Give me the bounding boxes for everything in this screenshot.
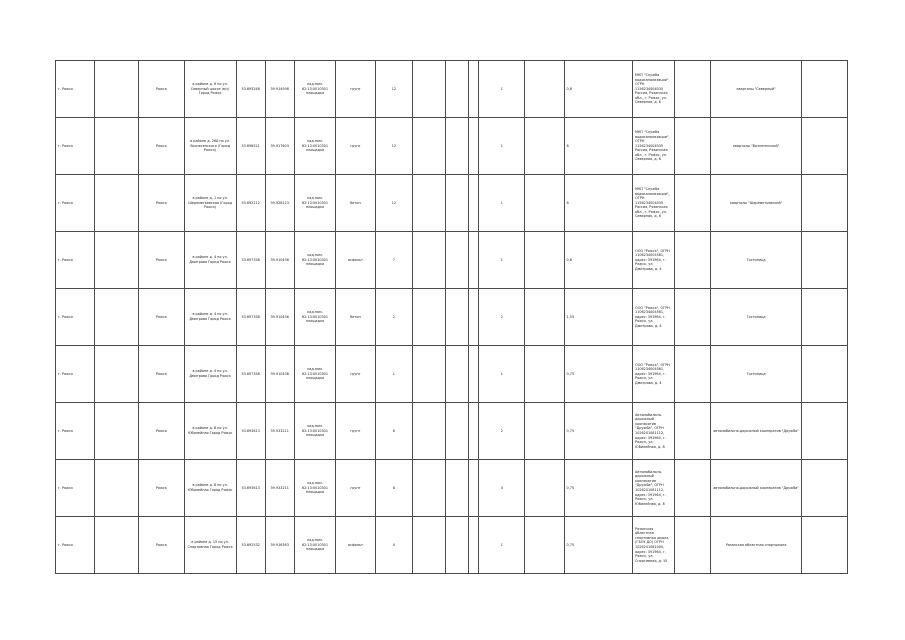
empty-cell	[802, 460, 848, 517]
waste-sources-cell: автомобильно-дорожный кооператив "Дружба"	[710, 403, 801, 460]
district-cell: Ряжск	[139, 61, 185, 118]
settlement-cell: г. Ряжск	[56, 460, 95, 517]
container-volume-cell: 1,55	[564, 289, 633, 346]
surface-cell: грунт	[336, 346, 375, 403]
owner-cell: МКП "Служба водоканализации", ОГРН 1156234004035 Россия, Рязанская обл., г. Ряжск, ул. Северная, д. 6	[633, 61, 675, 118]
empty-cell	[525, 118, 564, 175]
area-cell: 4	[375, 517, 412, 574]
surface-cell: грунт	[336, 460, 375, 517]
latitude-cell: 53.696521	[236, 118, 265, 175]
containers-count-cell: 1	[479, 175, 525, 232]
waste-sources-cell: кварталы "Вознесенский"	[710, 118, 801, 175]
empty-cell	[802, 61, 848, 118]
location-cell: в районе д. 1 по ул. Шереметьевская (Город Ряжск)	[184, 175, 236, 232]
settlement-cell: г. Ряжск	[56, 61, 95, 118]
empty-cell	[469, 61, 479, 118]
area-cell: 12	[375, 175, 412, 232]
containers-count-cell: 1	[479, 118, 525, 175]
latitude-cell: 53.693613	[236, 460, 265, 517]
waste-sources-cell: автомобильно-дорожный кооператив "Дружба"	[710, 460, 801, 517]
empty-cell	[674, 517, 710, 574]
settlement-cell: г. Ряжск	[56, 118, 95, 175]
area-cell: 12	[375, 118, 412, 175]
containers-count-cell: 1	[479, 517, 525, 574]
longitude-cell: 39.933211	[265, 403, 294, 460]
empty-cell	[802, 232, 848, 289]
surface-cell: бетон	[336, 289, 375, 346]
empty-cell	[674, 460, 710, 517]
district-cell: Ряжск	[139, 517, 185, 574]
owner-cell: Автомобильно-дорожный кооператив "Дружба", ОГРН 1026201081112, адрес: 391964, г. Ряжск, ул. Юбилейная, д. 8	[633, 460, 675, 517]
surface-cell: асфальт	[336, 517, 375, 574]
cadastral-cell: кад.ном. 62:13:0010301 площадка	[294, 460, 336, 517]
latitude-cell: 53.692532	[236, 517, 265, 574]
waste-site-registry-table	[55, 60, 848, 574]
empty-cell	[525, 61, 564, 118]
empty-cell	[802, 118, 848, 175]
empty-cell	[674, 175, 710, 232]
area-cell: 2	[375, 289, 412, 346]
surface-cell: грунт	[336, 118, 375, 175]
empty-cell	[802, 403, 848, 460]
empty-cell	[469, 232, 479, 289]
empty-cell	[413, 346, 446, 403]
empty-cell	[413, 175, 446, 232]
district-cell: Ряжск	[139, 289, 185, 346]
location-cell: в районе д. 8 по ул. Юбилейная Город Ряжск	[184, 403, 236, 460]
area-cell: 8	[375, 460, 412, 517]
empty-cell	[802, 175, 848, 232]
empty-cell	[802, 517, 848, 574]
empty-cell	[674, 61, 710, 118]
area-cell: 6	[375, 403, 412, 460]
table-row	[56, 460, 848, 517]
waste-sources-cell: Гостиница	[710, 346, 801, 403]
empty-cell	[674, 232, 710, 289]
district-cell: Ряжск	[139, 232, 185, 289]
empty-cell	[95, 346, 139, 403]
settlement-cell: г. Ряжск	[56, 517, 95, 574]
longitude-cell: 39.914598	[265, 61, 294, 118]
empty-cell	[674, 289, 710, 346]
empty-cell	[95, 289, 139, 346]
empty-cell	[446, 232, 469, 289]
empty-cell	[525, 517, 564, 574]
location-cell: в районе д. 6 по ул. Северный шоссе (в/ч) Город Ряжск	[184, 61, 236, 118]
empty-cell	[469, 346, 479, 403]
location-cell: в районе д. 26А по ул. Вознесенского (Город Ряжск)	[184, 118, 236, 175]
empty-cell	[446, 460, 469, 517]
empty-cell	[95, 517, 139, 574]
cadastral-cell: кад.ном. 62:13:0010301 площадка	[294, 289, 336, 346]
surface-cell: асфальт	[336, 232, 375, 289]
empty-cell	[525, 232, 564, 289]
settlement-cell: г. Ряжск	[56, 175, 95, 232]
longitude-cell: 39.916363	[265, 517, 294, 574]
container-volume-cell: 8	[564, 118, 633, 175]
owner-cell: ООО "Ряжск", ОГРН 1106234004561, адрес: 391964, г. Ряжск, ул. Дмитрова, д. 4	[633, 232, 675, 289]
empty-cell	[446, 346, 469, 403]
empty-cell	[95, 232, 139, 289]
owner-cell: МКП "Служба водоканализации", ОГРН 1156234004035 Россия, Рязанская обл., г. Ряжск, ул. Северная, д. 6	[633, 175, 675, 232]
settlement-cell: г. Ряжск	[56, 346, 95, 403]
registry-body	[56, 61, 848, 574]
latitude-cell: 53.693613	[236, 403, 265, 460]
container-volume-cell: 0,8	[564, 232, 633, 289]
longitude-cell: 39.910436	[265, 289, 294, 346]
table-row	[56, 118, 848, 175]
empty-cell	[469, 517, 479, 574]
longitude-cell: 39.910436	[265, 232, 294, 289]
empty-cell	[525, 289, 564, 346]
owner-cell: Автомобильно-дорожный кооператив "Дружба", ОГРН 1026201081112, адрес: 391964, г. Ряжск, ул. Юбилейная, д. 8	[633, 403, 675, 460]
cadastral-cell: кад.ном. 62:13:0010301 площадка	[294, 61, 336, 118]
waste-sources-cell: Гостиница	[710, 289, 801, 346]
empty-cell	[802, 346, 848, 403]
containers-count-cell: 2	[479, 403, 525, 460]
empty-cell	[95, 403, 139, 460]
empty-cell	[802, 289, 848, 346]
table-row	[56, 403, 848, 460]
empty-cell	[525, 175, 564, 232]
empty-cell	[446, 118, 469, 175]
containers-count-cell: 1	[479, 346, 525, 403]
district-cell: Ряжск	[139, 175, 185, 232]
waste-sources-cell: кварталы "Северный"	[710, 61, 801, 118]
empty-cell	[525, 460, 564, 517]
container-volume-cell: 0,75	[564, 346, 633, 403]
latitude-cell: 53.693248	[236, 61, 265, 118]
latitude-cell: 53.697358	[236, 232, 265, 289]
longitude-cell: 39.917603	[265, 118, 294, 175]
empty-cell	[469, 289, 479, 346]
empty-cell	[446, 517, 469, 574]
empty-cell	[469, 403, 479, 460]
empty-cell	[95, 61, 139, 118]
location-cell: в районе д. 8 по ул. Юбилейная Город Ряжск	[184, 460, 236, 517]
cadastral-cell: кад.ном. 62:13:0010301 площадка	[294, 118, 336, 175]
longitude-cell: 39.933211	[265, 460, 294, 517]
empty-cell	[446, 403, 469, 460]
empty-cell	[469, 460, 479, 517]
longitude-cell: 39.928123	[265, 175, 294, 232]
empty-cell	[674, 403, 710, 460]
empty-cell	[413, 460, 446, 517]
settlement-cell: г. Ряжск	[56, 232, 95, 289]
cadastral-cell: кад.ном. 62:13:0010301 площадка	[294, 232, 336, 289]
cadastral-cell: кад.ном. 62:13:0010301 площадка	[294, 517, 336, 574]
cadastral-cell: кад.ном. 62:13:0010301 площадка	[294, 175, 336, 232]
owner-cell: Рязанская областная спортивная школа (ГБОУ ДО) ОГРН 1026201081000, адрес: 391964, г. Ряжск, ул. Спортивная, д. 15	[633, 517, 675, 574]
empty-cell	[95, 118, 139, 175]
empty-cell	[446, 289, 469, 346]
container-volume-cell: 0,75	[564, 460, 633, 517]
waste-sources-cell: Гостиница	[710, 232, 801, 289]
table-row	[56, 289, 848, 346]
empty-cell	[469, 118, 479, 175]
empty-cell	[413, 517, 446, 574]
table-row	[56, 517, 848, 574]
empty-cell	[674, 118, 710, 175]
empty-cell	[413, 232, 446, 289]
empty-cell	[413, 289, 446, 346]
surface-cell: бетон	[336, 175, 375, 232]
settlement-cell: г. Ряжск	[56, 289, 95, 346]
waste-sources-cell: Рязанская областная спортшкола	[710, 517, 801, 574]
empty-cell	[95, 460, 139, 517]
owner-cell: ООО "Ряжск", ОГРН 1106234004561, адрес: 391964, г. Ряжск, ул. Дмитрова, д. 4	[633, 346, 675, 403]
settlement-cell: г. Ряжск	[56, 403, 95, 460]
location-cell: в районе д. 4 по ул. Дмитрова Город Ряжск	[184, 232, 236, 289]
owner-cell: МКП "Служба водоканализации", ОГРН 1156234004035 Россия, Рязанская обл., г. Ряжск, ул. Северная, д. 6	[633, 118, 675, 175]
cadastral-cell: кад.ном. 62:13:0010301 площадка	[294, 346, 336, 403]
empty-cell	[413, 61, 446, 118]
empty-cell	[525, 403, 564, 460]
surface-cell: грунт	[336, 403, 375, 460]
container-volume-cell: 0,75	[564, 517, 633, 574]
empty-cell	[413, 118, 446, 175]
container-volume-cell: 0,75	[564, 403, 633, 460]
longitude-cell: 39.910436	[265, 346, 294, 403]
containers-count-cell: 1	[479, 61, 525, 118]
location-cell: в районе д. 4 по ул. Дмитрова Город Ряжск	[184, 289, 236, 346]
owner-cell: ООО "Ряжск", ОГРН 1106234004561, адрес: 391964, г. Ряжск, ул. Дмитрова, д. 4	[633, 289, 675, 346]
latitude-cell: 53.692212	[236, 175, 265, 232]
district-cell: Ряжск	[139, 346, 185, 403]
area-cell: 7	[375, 232, 412, 289]
empty-cell	[525, 346, 564, 403]
containers-count-cell: 2	[479, 289, 525, 346]
location-cell: в районе д. 4 по ул. Дмитрова Город Ряжск	[184, 346, 236, 403]
district-cell: Ряжск	[139, 403, 185, 460]
empty-cell	[446, 175, 469, 232]
area-cell: 1	[375, 346, 412, 403]
surface-cell: грунт	[336, 61, 375, 118]
cadastral-cell: кад.ном. 62:13:0010301 площадка	[294, 403, 336, 460]
empty-cell	[674, 346, 710, 403]
district-cell: Ряжск	[139, 118, 185, 175]
table-row	[56, 232, 848, 289]
empty-cell	[446, 61, 469, 118]
containers-count-cell: 1	[479, 232, 525, 289]
latitude-cell: 53.697358	[236, 346, 265, 403]
location-cell: в районе д. 15 по ул. Спортивная Город Ряжск	[184, 517, 236, 574]
empty-cell	[95, 175, 139, 232]
table-row	[56, 175, 848, 232]
container-volume-cell: 0,8	[564, 61, 633, 118]
empty-cell	[413, 403, 446, 460]
empty-cell	[469, 175, 479, 232]
table-row	[56, 346, 848, 403]
area-cell: 12	[375, 61, 412, 118]
latitude-cell: 53.697358	[236, 289, 265, 346]
containers-count-cell: 4	[479, 460, 525, 517]
district-cell: Ряжск	[139, 460, 185, 517]
table-row	[56, 61, 848, 118]
container-volume-cell: 8	[564, 175, 633, 232]
waste-sources-cell: кварталы "Шереметьевский"	[710, 175, 801, 232]
